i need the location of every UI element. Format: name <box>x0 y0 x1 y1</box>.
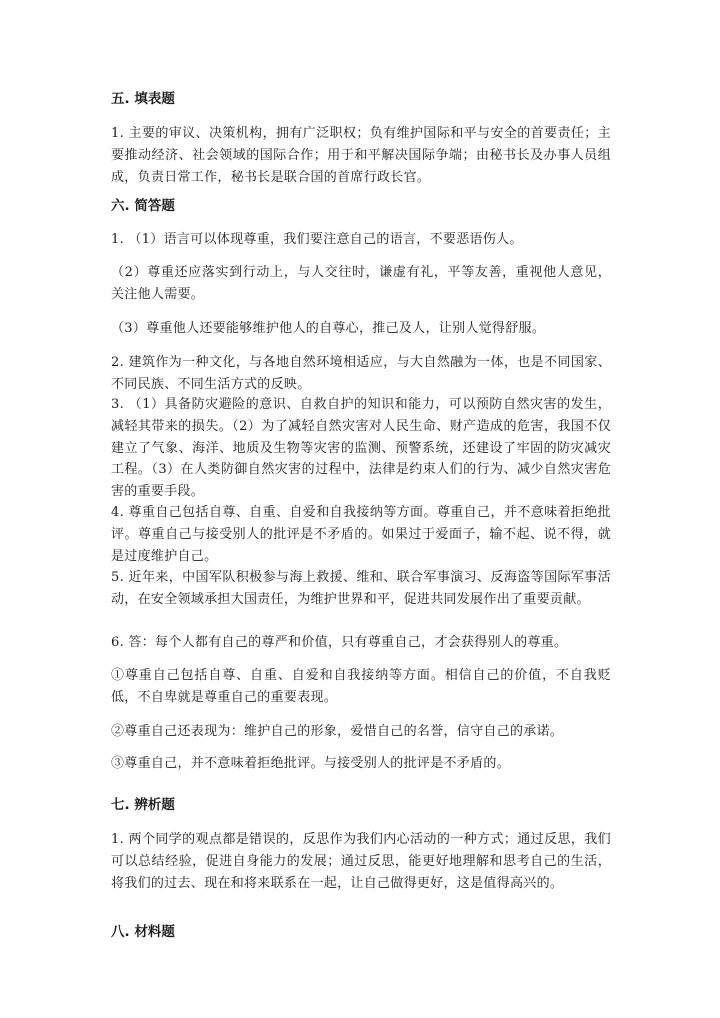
short-answer-1-part-2: （2）尊重还应落实到行动上，与人交往时，谦虚有礼，平等友善，重视他人意见，关注他人需要。 <box>111 265 611 302</box>
analysis-answer-1: 1. 两个同学的观点都是错误的，反思作为我们内心活动的一种方式；通过反思，我们可以总结经验，促进自身能力的发展；通过反思，能更好地理解和思考自己的生活，将我们的过去、现在和将来联系在一起，让自己做得更好，这是值得高兴的。 <box>111 832 611 891</box>
short-answer-3: 3. （1）具备防灾避险的意识、自救自护的知识和能力，可以预防自然灾害的发生，减轻其带来的损失。（2）为了减轻自然灾害对人民生命、财产造成的危害，我国不仅建立了气象、海洋、地质及生物等灾害的监测、预警系统，还建设了牢固的防灾减灾工程。（3）在人类防御自然灾害的过程中，法律是约束人们的行为、减少自然灾害危害的重要手段。 <box>111 397 611 500</box>
short-answer-6-point-3: ③尊重自己，并不意味着拒绝批评。与接受别人的批评是不矛盾的。 <box>111 756 511 771</box>
short-answer-4: 4. 尊重自己包括自尊、自重、自爱和自我接纳等方面。尊重自己，并不意味着拒绝批评。尊重自己与接受别人的批评是不矛盾的。如果过于爱面子，输不起、说不得，就是过度维护自己。 <box>111 505 611 564</box>
short-answer-5: 5. 近年来，中国军队积极参与海上救援、维和、联合军事演习、反海盗等国际军事活动，在安全领域承担大国责任，为维护世界和平，促进共同发展作出了重要贡献。 <box>111 570 611 607</box>
short-answer-1-part-1: 1. （1）语言可以体现尊重，我们要注意自己的语言，不要恶语伤人。 <box>111 232 523 247</box>
section-heading-material: 八. 材料题 <box>111 924 175 940</box>
section-heading-analysis: 七. 辨析题 <box>111 797 175 813</box>
short-answer-6-intro: 6. 答：每个人都有自己的尊严和价值，只有尊重自己，才会获得别人的尊重。 <box>111 635 568 650</box>
fill-table-answer-1: 1. 主要的审议、决策机构，拥有广泛职权；负有维护国际和平与安全的首要责任；主要推动经济、社会领域的国际合作；用于和平解决国际争端；由秘书长及办事人员组成，负责日常工作，秘书长是联合国的首席行政长官。 <box>111 126 611 185</box>
short-answer-6-point-2: ②尊重自己还表现为：维护自己的形象，爱惜自己的名誉，信守自己的承诺。 <box>111 724 564 739</box>
section-heading-short-answer: 六. 简答题 <box>111 198 175 214</box>
section-heading-fill-table: 五. 填表题 <box>111 91 175 107</box>
short-answer-6-point-1: ①尊重自己包括自尊、自重、自爱和自我接纳等方面。相信自己的价值，不自我贬低，不自卑就是尊重自己的重要表现。 <box>111 668 611 705</box>
short-answer-2: 2. 建筑作为一种文化，与各地自然环境相适应，与大自然融为一体，也是不同国家、不同民族、不同生活方式的反映。 <box>111 355 611 392</box>
short-answer-1-part-3: （3）尊重他人还要能够维护他人的自尊心，推己及人，让别人觉得舒服。 <box>111 321 546 336</box>
